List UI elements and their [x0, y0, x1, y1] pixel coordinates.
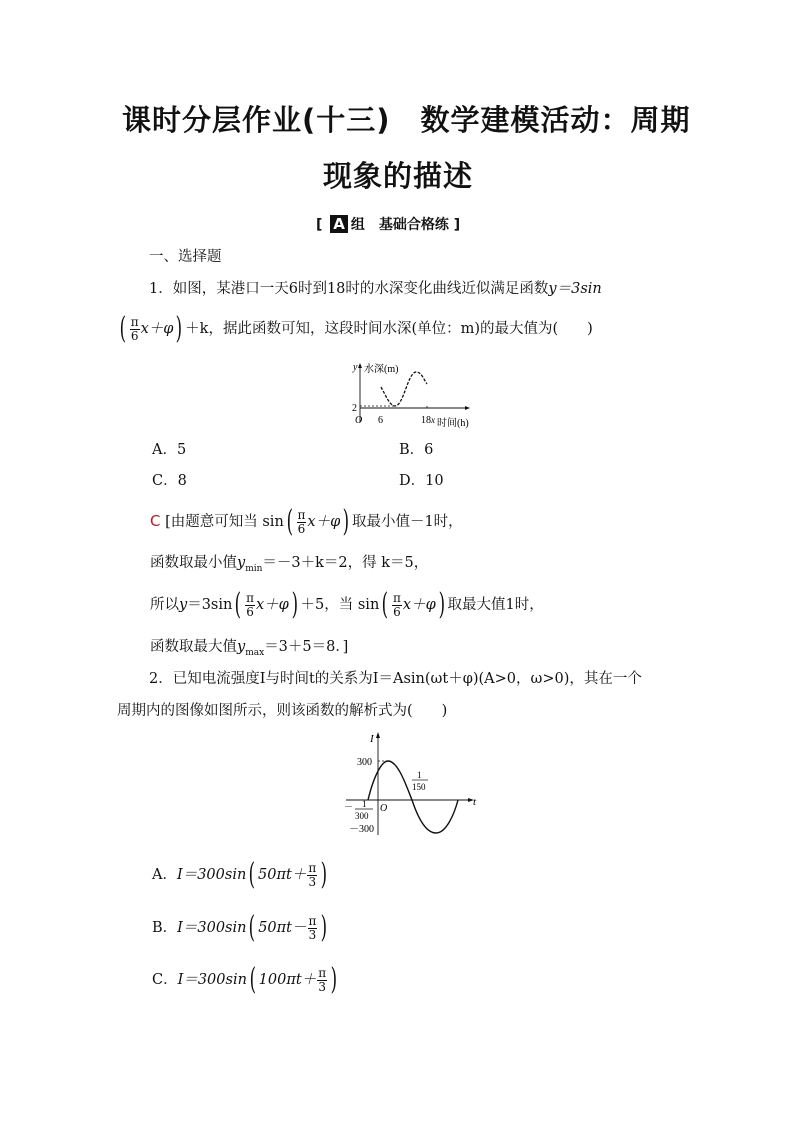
tick-left-num: 1 — [362, 799, 367, 809]
q1-figure — [350, 360, 480, 430]
tick-right-num: 1 — [417, 770, 422, 780]
y-max-label: 300 — [357, 757, 372, 768]
y-axis-label: 水深(m) — [364, 364, 399, 375]
origin-label: O — [355, 415, 363, 426]
q1-stem-line2: ( $\frac{\pi}{6}$ x＋φ) ＋k，据此函数可知，这段时间水深(单位：m)的最大值为( ) — [119, 311, 593, 346]
q1-option-b[interactable]: B．6 — [399, 442, 434, 458]
q1-stem-line1: 1．如图，某港口一天6时到18时的水深变化曲线近似满足函数y＝3sin — [149, 281, 602, 297]
q1-solution-line1: C [由题意可知当 sin( $\frac{\pi}{6}$ x＋φ) 取最小值－1时， — [150, 504, 463, 539]
tick-left-den: 300 — [355, 811, 369, 821]
origin-label: O — [380, 803, 388, 814]
x-axis-label: 时间(h) — [437, 418, 469, 429]
section-heading: 一、选择题 — [149, 249, 222, 265]
x-axis-letter: t — [473, 796, 477, 808]
y-min-label: －300 — [349, 824, 374, 835]
q1-solution-line2: 函数取最小值$y_{min}=-3+k=2$，得 k＝5， — [150, 555, 429, 574]
group-tag: [ A 组 基础合格练 ] — [316, 215, 461, 233]
answer-letter: C — [150, 512, 161, 530]
q2-stem-line1: 2．已知电流强度I与时间t的关系为I＝Asin(ωt＋φ)(A>0，ω>0)，其在一个 — [149, 671, 642, 687]
page-title-line2: 现象的描述 — [323, 159, 474, 193]
q2-stem-line2: 周期内的图像如图所示，则该函数的解析式为( ) — [117, 703, 448, 719]
group-letter-badge: A — [330, 215, 348, 233]
current-curve — [368, 761, 458, 833]
q1-option-c[interactable]: C．8 — [152, 473, 187, 489]
x-tick-6: 6 — [378, 415, 383, 426]
x-axis-letter: x — [431, 415, 435, 425]
q1-option-a[interactable]: A．5 — [152, 442, 187, 458]
fraction: $\frac{\pi}{6}$ — [130, 314, 139, 343]
q2-figure — [340, 730, 490, 840]
page-title: 课时分层作业(十三) 数学建模活动：周期 — [122, 103, 691, 137]
y-tick-2: 2 — [352, 403, 357, 414]
q1-option-d[interactable]: D．10 — [399, 473, 444, 489]
y-axis-letter: y — [353, 362, 358, 373]
q1-solution-line3: 所以y＝3sin( $\frac{\pi}{6}$ x＋φ) ＋5，当 sin( $\frac{\pi}{6}$ x＋φ) 取最大值1时， — [150, 587, 544, 622]
tick-left-sign: － — [344, 802, 354, 812]
depth-curve — [381, 372, 427, 406]
q2-option-c[interactable]: C．I＝300sin( 100πt＋ $\frac{\pi}{3}$ ) — [152, 962, 338, 997]
q2-option-b[interactable]: B．I＝300sin( 50πt－ $\frac{\pi}{3}$ ) — [152, 910, 328, 945]
q1-solution-line4: 函数取最大值$y_{max}=3+5=8$．] — [150, 639, 349, 658]
tick-right-den: 150 — [412, 782, 426, 792]
q2-option-a[interactable]: A．I＝300sin( 50πt＋ $\frac{\pi}{3}$ ) — [152, 857, 328, 892]
y-axis-letter: I — [370, 733, 374, 745]
x-tick-18: 18 — [421, 415, 431, 426]
